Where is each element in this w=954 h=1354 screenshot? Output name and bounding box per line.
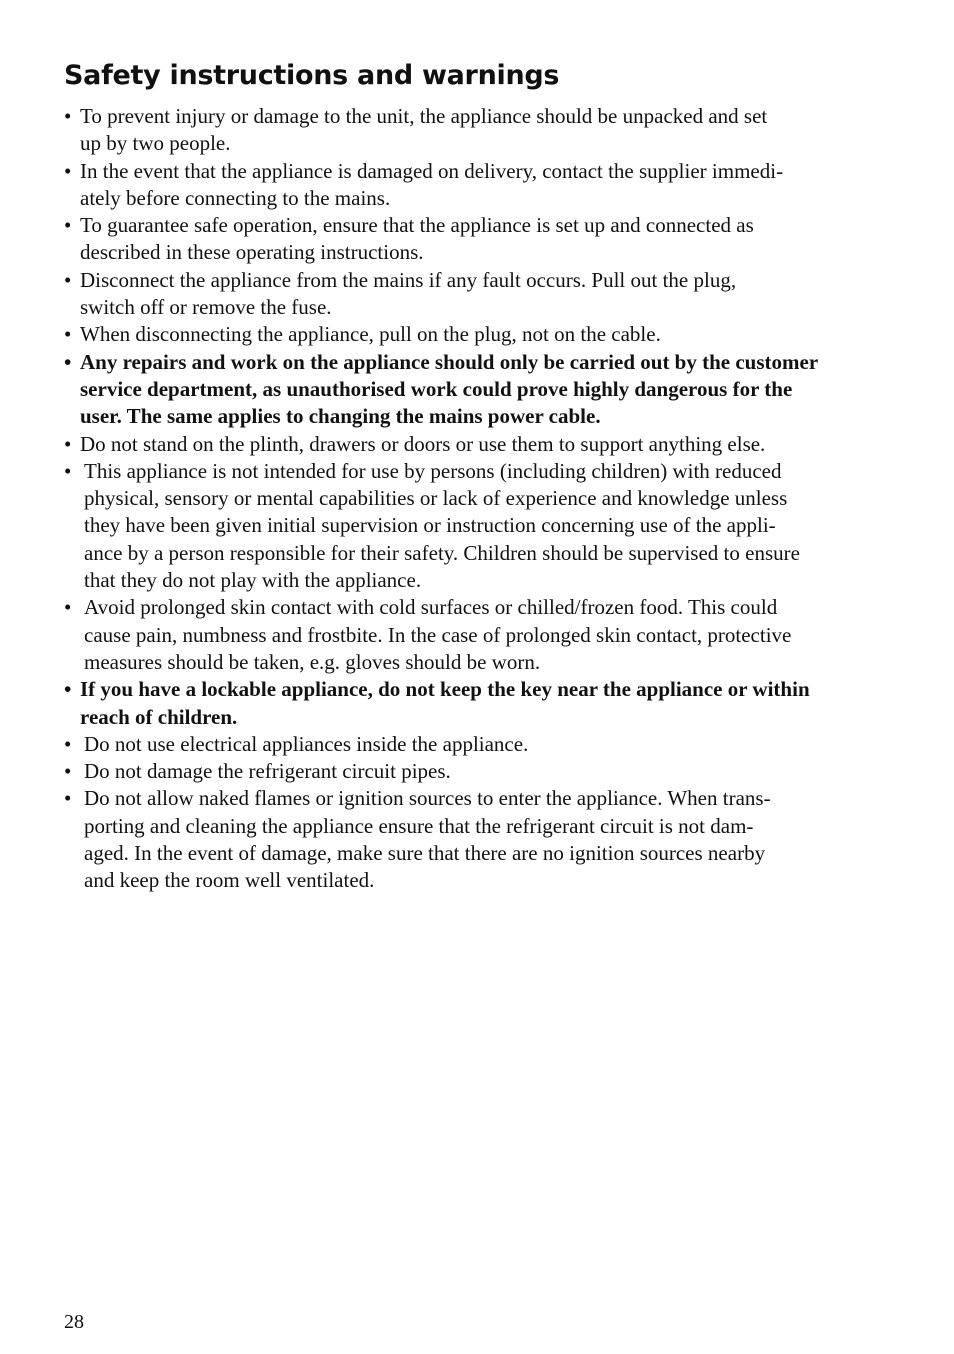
list-item-text [84, 731, 908, 758]
text-line: porting and cleaning the appliance ensure that the refrigerant circuit is not dam- [84, 813, 754, 838]
list-item [64, 458, 908, 594]
text-line: Any repairs and work on the appliance should only be carried out by the customer [80, 349, 819, 374]
text-line: Do not use electrical appliances inside the appliance. [84, 731, 529, 756]
text-line: Disconnect the appliance from the mains if any fault occurs. Pull out the plug, [80, 267, 737, 292]
text-line: cause pain, numbness and frostbite. In the case of prolonged skin contact, protective [84, 622, 792, 647]
bullet-icon: • [64, 677, 72, 702]
text-line: that they do not play with the appliance. [84, 568, 422, 593]
text-line: In the event that the appliance is damaged on delivery, contact the supplier immedi- [80, 158, 784, 183]
text-line: To prevent injury or damage to the unit, the appliance should be unpacked and set [80, 104, 768, 128]
list-item [64, 158, 908, 213]
text-line: Do not stand on the plinth, drawers or doors or use them to support anything else. [80, 431, 766, 456]
list-item-text [80, 431, 908, 458]
text-line: service department, as unauthorised work could prove highly dangerous for the [80, 376, 793, 401]
bullet-icon: • [64, 267, 72, 292]
page-number: 28 [64, 1311, 84, 1333]
text-line: user. The same applies to changing the mains power cable. [80, 404, 601, 429]
text-line: Do not allow naked flames or ignition sources to enter the appliance. When trans- [84, 786, 771, 811]
bullet-icon: • [64, 158, 72, 183]
text-line: Do not damage the refrigerant circuit pipes. [84, 759, 451, 784]
page-title: Safety instructions and warnings [64, 60, 560, 91]
text-line: Avoid prolonged skin contact with cold surfaces or chilled/frozen food. This could [84, 595, 778, 620]
list-item [64, 758, 908, 785]
list-item-text [80, 158, 908, 213]
text-line: switch off or remove the fuse. [80, 295, 332, 320]
bullet-icon: • [64, 731, 72, 756]
list-item-bold-warning [64, 349, 908, 431]
list-item-text [80, 676, 908, 731]
list-item [64, 785, 908, 894]
list-item [64, 212, 908, 267]
bullet-icon: • [64, 786, 72, 811]
list-item [64, 321, 908, 348]
bullet-icon: • [64, 349, 72, 374]
text-line: When disconnecting the appliance, pull on the plug, not on the cable. [80, 322, 661, 347]
text-line: and keep the room well ventilated. [84, 868, 375, 893]
list-item [64, 103, 908, 158]
bullet-icon: • [64, 322, 72, 347]
text-line: To guarantee safe operation, ensure that the appliance is set up and connected as [80, 213, 754, 238]
list-item-text [80, 267, 908, 322]
list-item-text [84, 594, 908, 676]
text-line: measures should be taken, e.g. gloves should be worn. [84, 649, 541, 674]
list-item-text [84, 758, 908, 785]
list-item-text [80, 321, 908, 348]
list-item [64, 431, 908, 458]
list-item-text [80, 212, 908, 267]
bullet-icon: • [64, 104, 72, 128]
bullet-icon: • [64, 431, 72, 456]
text-line: aged. In the event of damage, make sure that there are no ignition sources nearby [84, 841, 766, 866]
bullet-icon: • [64, 759, 72, 784]
text-line: ately before connecting to the mains. [80, 185, 391, 210]
safety-instructions-list [64, 103, 908, 895]
list-item-text [80, 349, 908, 431]
text-line: If you have a lockable appliance, do not keep the key near the appliance or within [80, 677, 810, 702]
list-item-text [84, 458, 908, 594]
list-item [64, 267, 908, 322]
bullet-icon: • [64, 595, 72, 620]
text-line: up by two people. [80, 131, 231, 156]
bullet-icon: • [64, 458, 72, 483]
text-line: reach of children. [80, 704, 238, 729]
list-item [64, 731, 908, 758]
bullet-icon: • [64, 213, 72, 238]
list-item-text [80, 103, 908, 158]
text-line: This appliance is not intended for use by persons (including children) with reduced [84, 458, 782, 483]
list-item-bold-warning [64, 676, 908, 731]
text-line: ance by a person responsible for their safety. Children should be supervised to ensure [84, 540, 800, 565]
list-item-text [84, 785, 908, 894]
text-line: described in these operating instructions. [80, 240, 424, 265]
list-item [64, 594, 908, 676]
text-line: they have been given initial supervision or instruction concerning use of the appli- [84, 513, 776, 538]
text-line: physical, sensory or mental capabilities or lack of experience and knowledge unless [84, 486, 788, 511]
